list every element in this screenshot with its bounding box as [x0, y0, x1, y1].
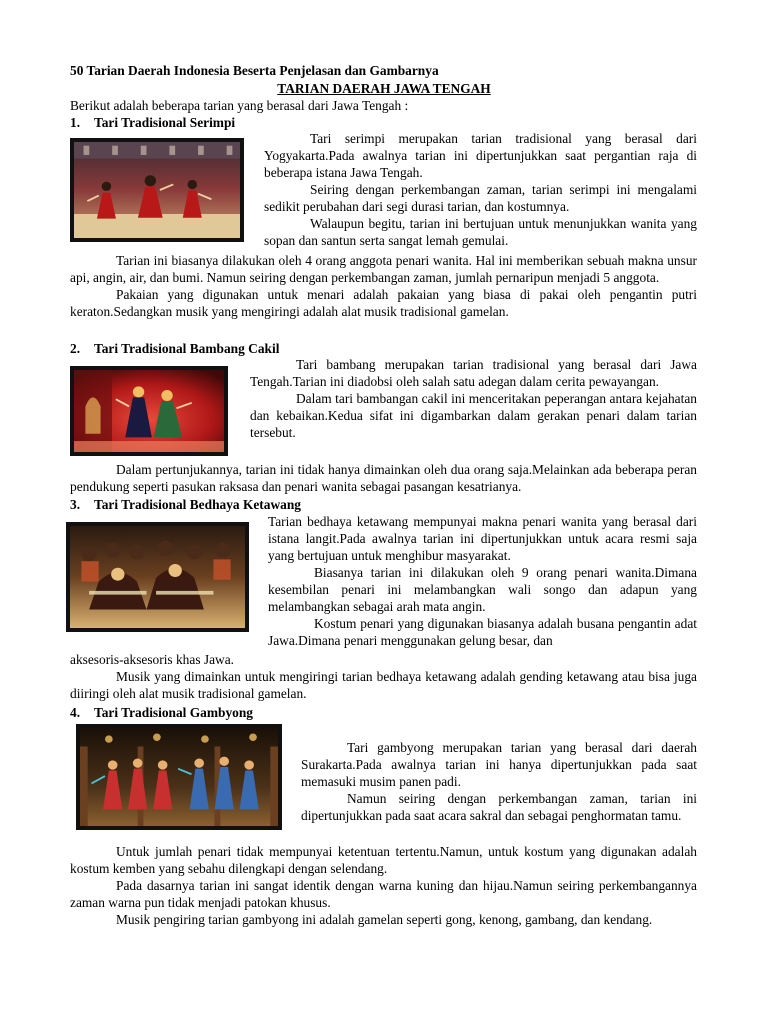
serimpi-dance-photo: [70, 138, 244, 242]
dance-heading-serimpi: [70, 114, 235, 131]
dance-heading-gambyong: [70, 704, 253, 721]
heading-number: 2.: [70, 341, 81, 356]
heading-title: Tari Tradisional Serimpi: [94, 115, 236, 130]
bambang-cakil-dance-photo: [70, 366, 228, 456]
dance-paragraph: Tarian bedhaya ketawang mempunyai makna penari wanita yang berasal dari istana langit.Pada awalnya tarian ini dipertunjukkan untuk acara resmi saja yang bertujuan untuk menghibur masyarakat. Biasanya tarian ini dilakukan oleh 9 orang penari wanita.Dimana kesembilan penari ini melambangkan wali songo dan adapun yang melambangkan sebagai arah mata angin. Kostum penari yang digunakan biasanya adalah busana pengantin adat Jawa.Dimana penari menggunakan gelung besar, dan: [268, 514, 697, 648]
gambyong-dance-photo: [76, 724, 282, 830]
dance-paragraph: Tari serimpi merupakan tarian tradisional yang berasal dari Yogyakarta.Pada awalnya tarian ini dipertunjukkan saat pergantian raja di beberapa istana Jawa Tengah. Seiring dengan perkembangan zaman, tarian serimpi ini mengalami sedikit perubahan dari segi durasi tarian, dan kostumnya. Walaupun begitu, tarian ini bertujuan untuk menunjukkan wanita yang sopan dan santun serta sangat lemah gemulai.: [264, 131, 697, 248]
heading-number: 1.: [70, 115, 81, 130]
section-title: TARIAN DAERAH JAWA TENGAH: [277, 81, 491, 96]
dance-heading-bambang-cakil: [70, 340, 279, 357]
heading-title: Tari Tradisional Bambang Cakil: [94, 341, 280, 356]
heading-number: 4.: [70, 705, 81, 720]
dance-paragraph: Tarian ini biasanya dilakukan oleh 4 orang anggota penari wanita. Hal ini memberikan sebuah makna unsur api, angin, air, dan bumi. Namun seiring dengan perkembangan zaman, jumlah pernaripun menjadi 5 anggota. Pakaian yang digunakan untuk menari adalah pakaian yang biasa di pakai oleh pengantin putri keraton.Sedangkan musik yang mengiringi adalah alat musik tradisional gamelan.: [70, 253, 697, 319]
dance-paragraph: Tari bambang merupakan tarian tradisional yang berasal dari Jawa Tengah.Tarian ini diadobsi oleh salah satu adegan dalam cerita pewayangan. Dalam tari bambangan cakil ini menceritakan peperangan antara kejahatan dan kebaikan.Kedua sifat ini digambarkan dalam gerakan penari dalam tarian tersebut.: [250, 357, 697, 440]
document-title: 50 Tarian Daerah Indonesia Beserta Penjelasan dan Gambarnya: [70, 63, 439, 78]
dance-paragraph: aksesoris-aksesoris khas Jawa. Musik yang dimainkan untuk mengiringi tarian bedhaya ketawang adalah gending ketawang atau bisa juga diiringi oleh alat musik tradisional gamelan.: [70, 652, 697, 701]
dance-paragraph: Dalam pertunjukannya, tarian ini tidak hanya dimainkan oleh dua orang saja.Melainkan ada beberapa peran pendukung seperti pasukan raksasa dan penari wanita sebagai pasangan kesatrianya.: [70, 462, 697, 494]
intro-text: Berikut adalah beberapa tarian yang berasal dari Jawa Tengah :: [70, 98, 409, 113]
dance-paragraph: Untuk jumlah penari tidak mempunyai ketentuan tertentu.Namun, untuk kostum yang digunakan adalah kostum kemben yang sebahu dilengkapi dengan selendang. Pada dasarnya tarian ini sangat identik dengan warna kuning dan hijau.Namun seiring perkembangannya zaman warna pun tidak menjadi patokan khusus. Musik pengiring tarian gambyong ini adalah gamelan seperti gong, kenong, gambang, dan kendang.: [70, 844, 697, 927]
dance-heading-bedhaya-ketawang: [70, 496, 301, 513]
dance-paragraph: Tari gambyong merupakan tarian yang berasal dari daerah Surakarta.Pada awalnya tarian ini hanya dipertunjukkan pada saat memasuki musim panen padi. Namun seiring dengan perkembangan zaman, tarian ini dipertunjukkan pada saat acara sakral dan sebagai penghormatan tamu.: [301, 740, 697, 823]
bedhaya-ketawang-dance-photo: [66, 522, 249, 632]
heading-title: Tari Tradisional Gambyong: [94, 705, 253, 720]
heading-number: 3.: [70, 497, 81, 512]
heading-title: Tari Tradisional Bedhaya Ketawang: [94, 497, 301, 512]
